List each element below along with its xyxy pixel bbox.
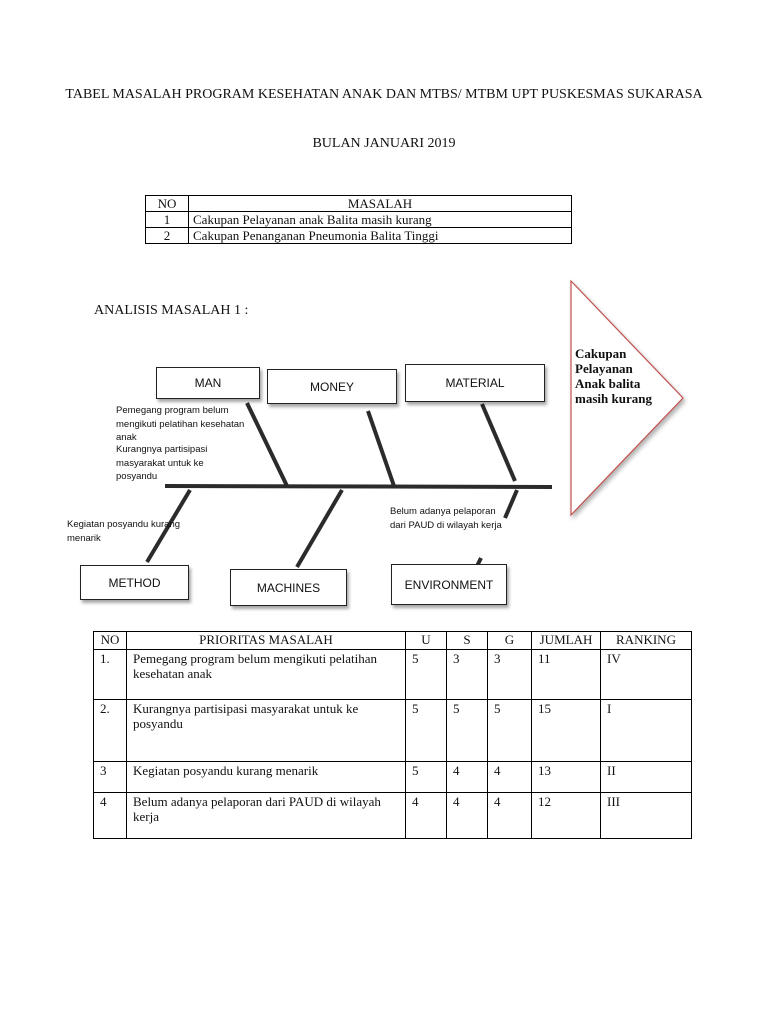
header-jumlah: JUMLAH — [532, 632, 601, 650]
cell-no: 1. — [94, 650, 127, 700]
cell-u: 5 — [406, 762, 447, 793]
cell-g: 4 — [488, 793, 532, 839]
header-no: NO — [146, 196, 189, 212]
cause-environment-1: Belum adanya pelaporan dari PAUD di wilayah kerja — [390, 506, 502, 531]
bone-machines — [297, 490, 342, 567]
cell-s: 4 — [447, 793, 488, 839]
bone-material — [482, 404, 515, 481]
cell-s: 3 — [447, 650, 488, 700]
category-material: MATERIAL — [405, 364, 545, 402]
header-ranking: RANKING — [601, 632, 692, 650]
cell-ranking: IV — [601, 650, 692, 700]
header-g: G — [488, 632, 532, 650]
cell-s: 4 — [447, 762, 488, 793]
cell-g: 5 — [488, 700, 532, 762]
cell-u: 5 — [406, 650, 447, 700]
cell-ranking: III — [601, 793, 692, 839]
cell-no: 1 — [146, 212, 189, 228]
fishbone-spine — [165, 486, 552, 487]
cell-ranking: I — [601, 700, 692, 762]
category-money: MONEY — [267, 369, 397, 404]
cell-u: 4 — [406, 793, 447, 839]
cell-masalah: Cakupan Pelayanan anak Balita masih kurang — [189, 212, 572, 228]
cell-ranking: II — [601, 762, 692, 793]
cell-no: 3 — [94, 762, 127, 793]
priority-table-header — [94, 632, 692, 650]
table-row — [94, 762, 692, 793]
header-masalah: MASALAH — [189, 196, 572, 212]
cause-man-1: Pemegang program belum mengikuti pelatihan kesehatan anak — [116, 405, 245, 443]
table-row — [94, 650, 692, 700]
header-no: NO — [94, 632, 127, 650]
cell-no: 4 — [94, 793, 127, 839]
cause-method-1: Kegiatan posyandu kurang menarik — [67, 519, 181, 544]
cell-g: 4 — [488, 762, 532, 793]
document-title: TABEL MASALAH PROGRAM KESEHATAN ANAK DAN MTBS/ MTBM UPT PUSKESMAS SUKARASA — [65, 87, 703, 102]
analysis-label: ANALISIS MASALAH 1 : — [94, 303, 249, 318]
cell-jumlah: 15 — [532, 700, 601, 762]
cell-s: 5 — [447, 700, 488, 762]
cell-g: 3 — [488, 650, 532, 700]
category-method: METHOD — [80, 565, 189, 600]
category-environment: ENVIRONMENT — [391, 564, 507, 605]
header-u: U — [406, 632, 447, 650]
cell-no: 2. — [94, 700, 127, 762]
category-man: MAN — [156, 367, 260, 399]
effect-label: Cakupan Pelayanan Anak balita masih kurang — [575, 346, 652, 406]
document-subtitle: BULAN JANUARI 2019 — [312, 136, 456, 151]
cell-jumlah: 13 — [532, 762, 601, 793]
cause-man-2: Kurangnya partisipasi masyarakat untuk ke posyandu — [116, 444, 208, 482]
table-row — [94, 700, 692, 762]
cell-jumlah: 12 — [532, 793, 601, 839]
header-prioritas: PRIORITAS MASALAH — [127, 632, 406, 650]
priority-table — [93, 631, 692, 839]
cell-masalah: Kurangnya partisipasi masyarakat untuk ke posyandu — [127, 700, 406, 762]
category-machines: MACHINES — [230, 569, 347, 606]
cell-no: 2 — [146, 228, 189, 244]
bone-money — [368, 411, 394, 486]
cell-masalah: Pemegang program belum mengikuti pelatihan kesehatan anak — [127, 650, 406, 700]
cell-u: 5 — [406, 700, 447, 762]
cell-jumlah: 11 — [532, 650, 601, 700]
cell-masalah: Kegiatan posyandu kurang menarik — [127, 762, 406, 793]
cell-masalah: Belum adanya pelaporan dari PAUD di wilayah kerja — [127, 793, 406, 839]
header-s: S — [447, 632, 488, 650]
cell-masalah: Cakupan Penanganan Pneumonia Balita Tinggi — [189, 228, 572, 244]
table-row — [94, 793, 692, 839]
